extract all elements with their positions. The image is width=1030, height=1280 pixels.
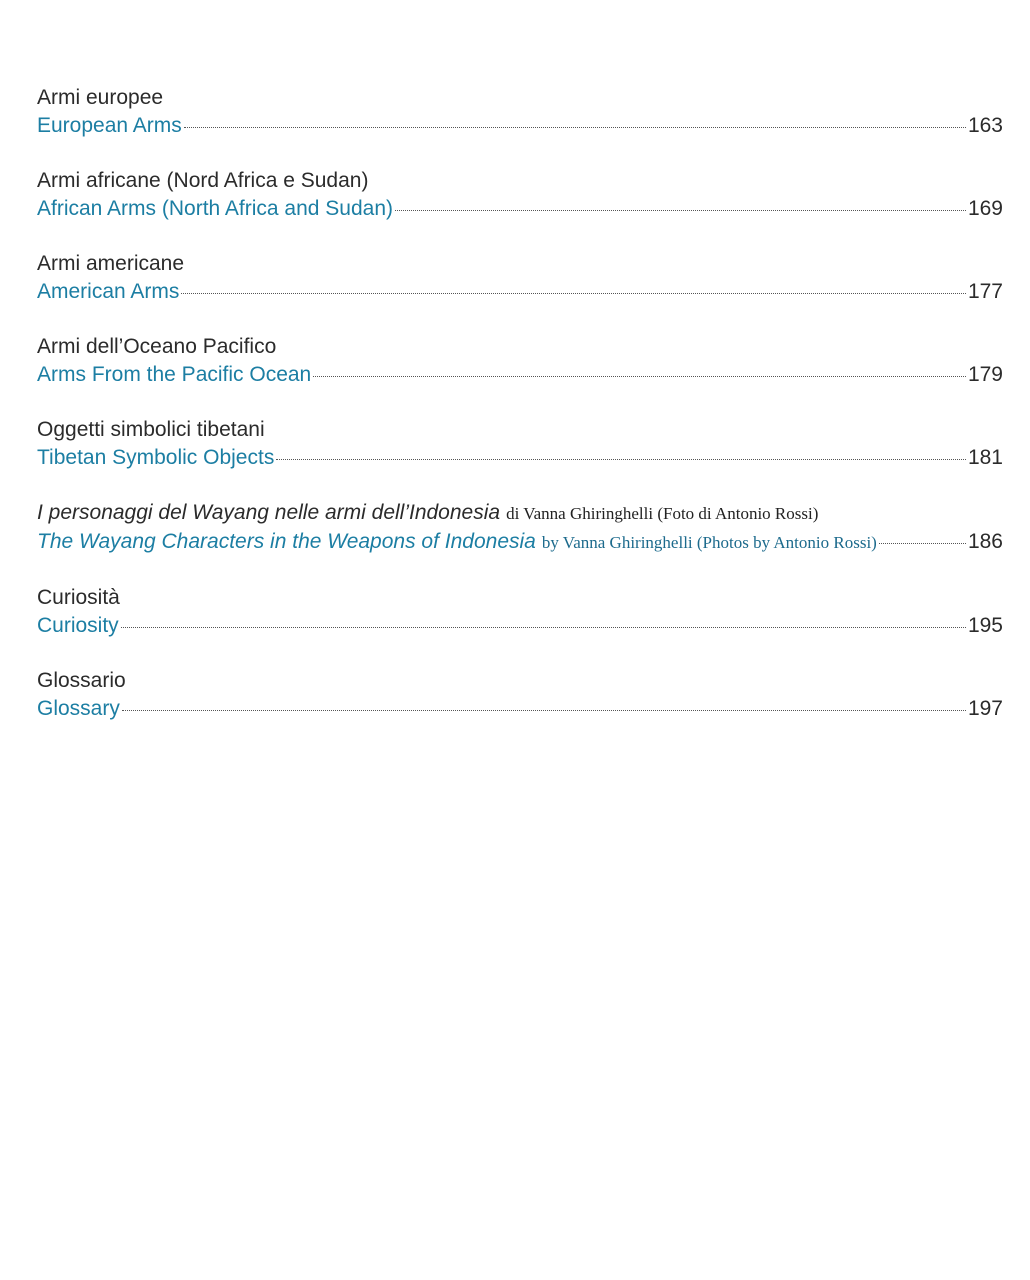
toc-italian-title: Armi europee bbox=[37, 86, 164, 109]
dot-leader bbox=[395, 210, 966, 211]
toc-page-number: 197 bbox=[967, 697, 1003, 720]
toc-page-number: 186 bbox=[967, 530, 1003, 553]
dot-leader bbox=[184, 127, 966, 128]
toc-english-line[interactable] bbox=[37, 112, 1003, 140]
toc-page-number: 169 bbox=[967, 197, 1003, 220]
toc-page-number: 195 bbox=[967, 614, 1003, 637]
toc-english-line[interactable] bbox=[37, 361, 1003, 389]
dot-leader bbox=[313, 376, 966, 377]
toc-italian-title: I personaggi del Wayang nelle armi dell’Indonesia bbox=[37, 501, 501, 524]
toc-page-number: 177 bbox=[967, 280, 1003, 303]
toc-italian-line bbox=[37, 499, 1003, 528]
toc-italian-byline: di Vanna Ghiringhelli (Foto di Antonio Rossi) bbox=[506, 504, 819, 523]
toc-italian-title: Armi africane (Nord Africa e Sudan) bbox=[37, 169, 369, 192]
toc-italian-title: Curiosità bbox=[37, 586, 120, 609]
toc-english-line[interactable] bbox=[37, 195, 1003, 223]
dot-leader bbox=[181, 293, 966, 294]
toc-english-byline: by Vanna Ghiringhelli (Photos by Antonio Rossi) bbox=[541, 533, 877, 552]
toc-page-number: 179 bbox=[967, 363, 1003, 386]
toc-english-line[interactable] bbox=[37, 444, 1003, 472]
toc-english-title[interactable]: European Arms bbox=[37, 114, 182, 137]
toc-entry-tibetan-objects bbox=[37, 416, 1003, 472]
toc-english-title[interactable]: The Wayang Characters in the Weapons of Indonesia bbox=[37, 530, 536, 553]
toc-english-title[interactable]: Curiosity bbox=[37, 614, 119, 637]
toc-entry-american-arms bbox=[37, 250, 1003, 306]
toc-entry-pacific-arms bbox=[37, 333, 1003, 389]
toc-italian-title: Oggetti simbolici tibetani bbox=[37, 418, 265, 441]
dot-leader bbox=[121, 627, 966, 628]
toc-english-line[interactable] bbox=[37, 612, 1003, 640]
dot-leader bbox=[276, 459, 966, 460]
toc-english-title[interactable]: Glossary bbox=[37, 697, 120, 720]
table-of-contents bbox=[37, 84, 1003, 750]
toc-english-title[interactable]: Tibetan Symbolic Objects bbox=[37, 446, 275, 469]
toc-entry-european-arms bbox=[37, 84, 1003, 140]
toc-english-line[interactable] bbox=[37, 695, 1003, 723]
toc-entry-curiosity bbox=[37, 584, 1003, 640]
toc-italian-title: Glossario bbox=[37, 669, 126, 692]
toc-english-title[interactable]: American Arms bbox=[37, 280, 180, 303]
toc-english-line[interactable] bbox=[37, 278, 1003, 306]
toc-italian-title: Armi americane bbox=[37, 252, 185, 275]
toc-entry-wayang bbox=[37, 499, 1003, 557]
toc-entry-glossary bbox=[37, 667, 1003, 723]
dot-leader bbox=[879, 543, 966, 544]
toc-entry-african-arms bbox=[37, 167, 1003, 223]
toc-page-number: 163 bbox=[967, 114, 1003, 137]
toc-english-title[interactable]: African Arms (North Africa and Sudan) bbox=[37, 197, 393, 220]
toc-italian-title: Armi dell’Oceano Pacifico bbox=[37, 335, 277, 358]
toc-english-line[interactable] bbox=[37, 528, 1003, 557]
dot-leader bbox=[122, 710, 966, 711]
toc-english-title[interactable]: Arms From the Pacific Ocean bbox=[37, 363, 312, 386]
toc-page-number: 181 bbox=[967, 446, 1003, 469]
